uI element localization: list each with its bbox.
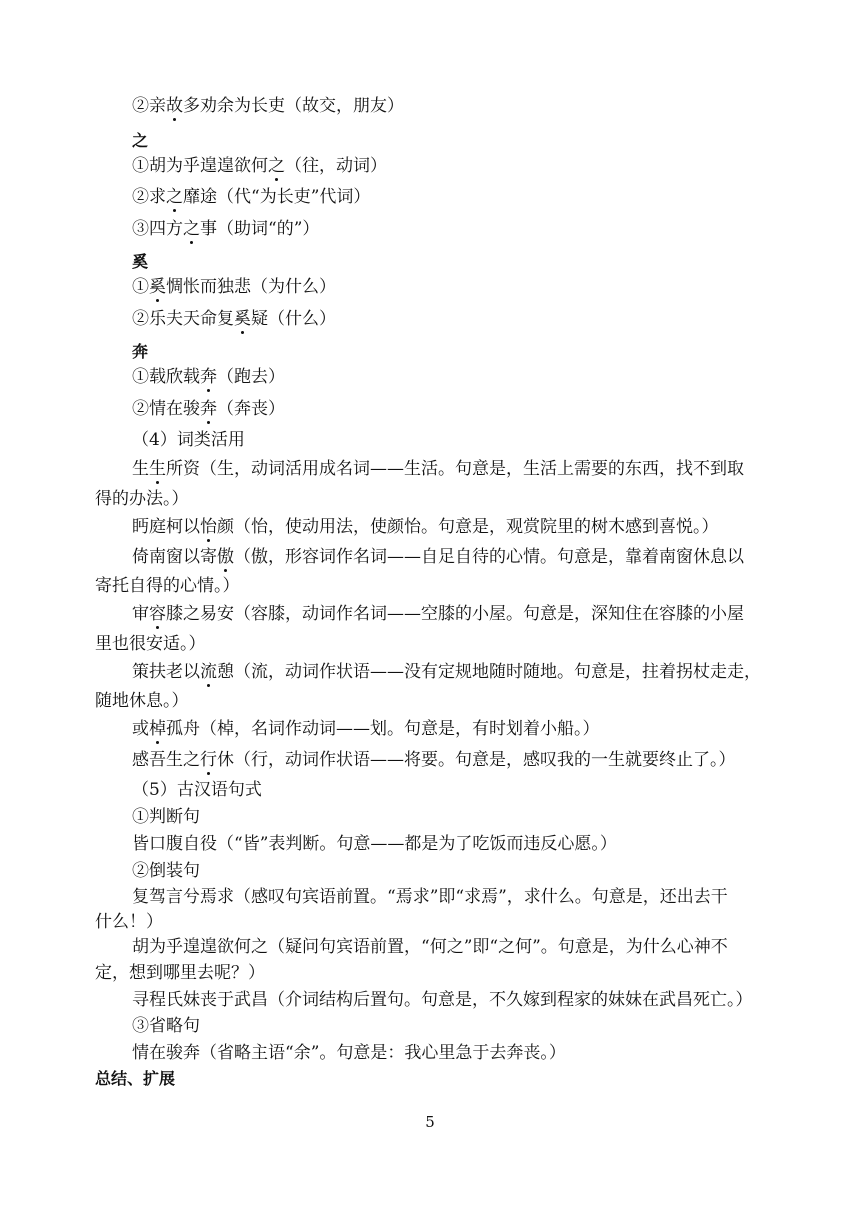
text-line: 得的办法。）: [95, 489, 189, 509]
section-heading: 奔: [132, 342, 149, 361]
text-line: 审容膝之易安（容膝，动词作名词——空膝的小屋。句意是，深知住在容膝的小屋: [132, 604, 744, 624]
text-line: ③四方之事（助词“的”）: [132, 219, 320, 239]
text-line: ②求之靡途（代“为长吏”代词）: [132, 187, 371, 207]
section-heading: 之: [132, 131, 149, 150]
text-line: ②情在骏奔（奔丧）: [132, 399, 285, 419]
text-line: 寄托自得的心情。）: [95, 576, 240, 596]
subsection-heading: （4）词类活用: [132, 430, 245, 450]
text-line: 随地休息。）: [95, 691, 189, 711]
text-line: 眄庭柯以怡颜（怡，使动用法，使颜怡。句意是，观赏院里的树木感到喜悦。）: [132, 517, 719, 537]
text-line: 情在骏奔（省略主语“余”。句意是：我心里急于去奔丧。）: [132, 1043, 566, 1063]
text-line: ③省略句: [132, 1016, 200, 1036]
text-line: 或棹孤舟（棹，名词作动词——划。句意是，有时划着小船。）: [132, 719, 600, 739]
text-line: 里也很安适。）: [95, 634, 206, 654]
text-line: 策扶老以流憩（流，动词作状语——没有定规地随时随地。句意是，拄着拐杖走走，: [132, 662, 761, 682]
text-line: ①胡为乎遑遑欲何之（往，动词）: [132, 156, 387, 176]
text-line: 倚南窗以寄傲（傲，形容词作名词——自足自待的心情。句意是，靠着南窗休息以: [132, 547, 744, 567]
text-line: 感吾生之行休（行，动词作状语——将要。句意是，感叹我的一生就要终止了。）: [132, 750, 736, 770]
text-line: 皆口腹自役（“皆”表判断。句意——都是为了吃饭而违反心愿。）: [132, 834, 617, 854]
text-line: 生生所资（生，动词活用成名词——生活。句意是，生活上需要的东西，找不到取: [132, 459, 744, 479]
text-line: ①载欣载奔（跑去）: [132, 367, 285, 387]
text-line: ①判断句: [132, 807, 200, 827]
text-line: ①奚惆怅而独悲（为什么）: [132, 277, 336, 297]
page-number: 5: [425, 1113, 435, 1131]
text-line: 寻程氏妹丧于武昌（介词结构后置句。句意是，不久嫁到程家的妹妹在武昌死亡。）: [132, 990, 753, 1010]
section-heading: 奚: [132, 252, 149, 271]
section-heading: 总结、扩展: [95, 1069, 176, 1088]
text-line: 复驾言兮焉求（感叹句宾语前置。“焉求”即“求焉”，求什么。句意是，还出去干: [132, 887, 728, 907]
text-line: 什么！）: [95, 912, 163, 932]
text-line: 定，想到哪里去呢？）: [95, 963, 265, 983]
text-line: ②倒装句: [132, 861, 200, 881]
subsection-heading: （5）古汉语句式: [132, 780, 262, 800]
text-line: ②亲故多劝余为长吏（故交，朋友）: [132, 96, 404, 116]
text-line: 胡为乎遑遑欲何之（疑问句宾语前置，“何之”即“之何”。句意是，为什么心神不: [132, 937, 728, 957]
text-line: ②乐夫天命复奚疑（什么）: [132, 309, 336, 329]
